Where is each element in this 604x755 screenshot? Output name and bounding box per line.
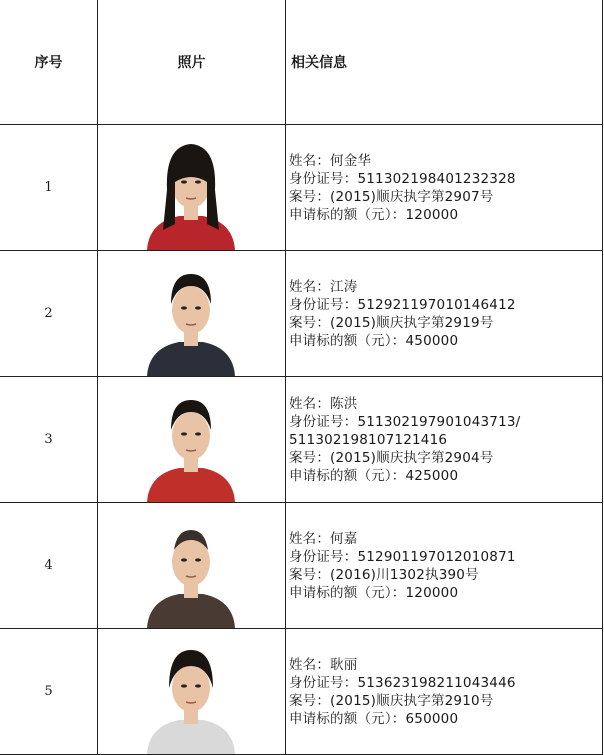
header-info: 相关信息 (285, 0, 602, 125)
case-number-line: 案号：(2015)顺庆执字第2904号 (288, 449, 494, 466)
table-row (0, 503, 603, 629)
case-number-line: 案号：(2015)顺庆执字第2907号 (288, 188, 494, 205)
case-number-line: 案号：(2015)顺庆执字第2910号 (288, 692, 494, 709)
name-line: 姓名：陈洪 (288, 395, 358, 412)
id-number-line: 身份证号：513623198211043446 (288, 674, 516, 691)
amount-line: 申请标的额（元）：425000 (288, 467, 459, 484)
id-number-line: 511302198107121416 (288, 431, 448, 448)
person-photo (141, 636, 241, 754)
table-row (0, 377, 603, 503)
id-number-line: 身份证号：512921197010146412 (288, 296, 516, 313)
name-line: 姓名：何金华 (288, 152, 372, 169)
photo-cell (98, 377, 286, 503)
person-photo (141, 132, 241, 250)
person-photo (141, 258, 241, 376)
row-index: 2 (0, 251, 98, 377)
table-body (0, 125, 603, 755)
photo-cell (98, 125, 286, 251)
amount-line: 申请标的额（元）：120000 (288, 584, 459, 601)
row-index: 4 (0, 503, 98, 629)
table-row (0, 251, 603, 377)
person-photo (141, 510, 241, 628)
header-photo: 照片 (98, 0, 286, 125)
header-index: 序号 (0, 0, 98, 125)
amount-line: 申请标的额（元）：120000 (288, 206, 459, 223)
info-cell (285, 503, 602, 629)
info-cell (285, 251, 602, 377)
table-header-row (0, 0, 603, 125)
case-number-line: 案号：(2016)川1302执390号 (288, 566, 479, 583)
id-number-line: 身份证号：511302197901043713/ (288, 413, 521, 430)
row-index: 5 (0, 629, 98, 755)
photo-cell (98, 503, 286, 629)
photo-cell (98, 251, 286, 377)
row-index: 3 (0, 377, 98, 503)
amount-line: 申请标的额（元）：650000 (288, 710, 459, 727)
person-photo (141, 384, 241, 502)
name-line: 姓名：耿丽 (288, 656, 358, 673)
name-line: 姓名：何嘉 (288, 530, 358, 547)
case-number-line: 案号：(2015)顺庆执字第2919号 (288, 314, 494, 331)
info-cell (285, 377, 602, 503)
table-row (0, 125, 603, 251)
id-number-line: 身份证号：511302198401232328 (288, 170, 516, 187)
amount-line: 申请标的额（元）：450000 (288, 332, 459, 349)
id-number-line: 身份证号：512901197012010871 (288, 548, 516, 565)
info-cell (285, 125, 602, 251)
row-index: 1 (0, 125, 98, 251)
name-line: 姓名：江涛 (288, 278, 358, 295)
